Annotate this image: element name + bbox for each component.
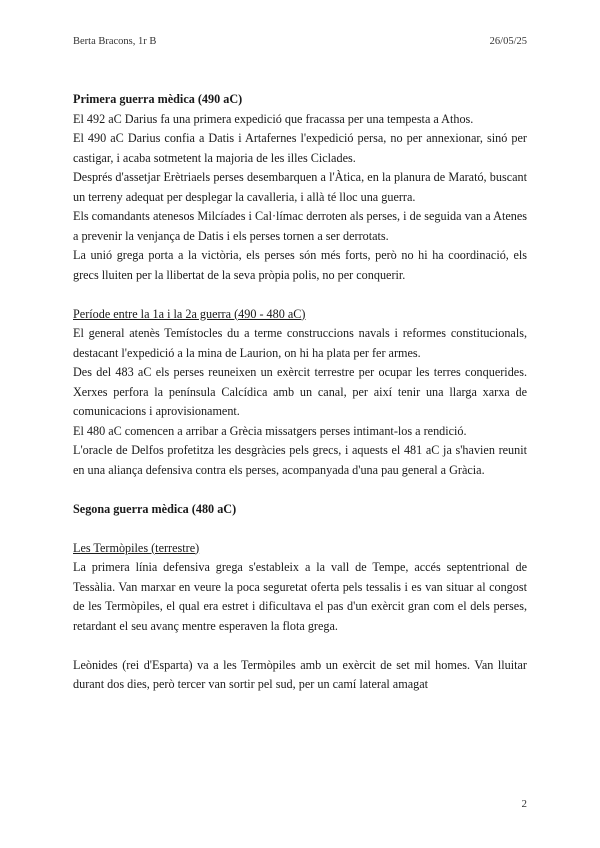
paragraph: Els comandants atenesos Milcíades i Cal·límac derroten als perses, i de seguida van a Atenes a prevenir la venjança de Datis i els perses tornen a ser derrotats. (73, 209, 527, 243)
paragraph: Després d'assetjar Erètriaels perses desembarquen a l'Àtica, en la planura de Marató, buscant un terreny adequat per desplegar la cavalleria, i allà té lloc una guerra. (73, 170, 527, 204)
document-body (73, 90, 527, 695)
paragraph: El 492 aC Darius fa una primera expedició que fracassa per una tempesta a Athos. (73, 111, 474, 126)
paragraph: L'oracle de Delfos profetitza les desgràcies pels grecs, i aquests el 481 aC ja s'havien reunit en una aliança defensiva contra els perses, acompanyada d'una pau general a Gràcia. (73, 443, 527, 477)
date-label: 26/05/25 (489, 36, 527, 47)
section-heading-interwar-period: Període entre la 1a i la 2a guerra (490 - 480 aC) (73, 306, 306, 321)
paragraph: El 480 aC comencen a arribar a Grècia missatgers perses intimant-los a rendició. (73, 423, 467, 438)
spacer (73, 519, 527, 539)
spacer (73, 285, 527, 305)
paragraph: El general atenès Temístocles du a terme construccions navals i reformes constitucionals, destacant l'expedició a la mina de Laurion, on hi ha plata per fer armes. (73, 326, 527, 360)
paragraph: El 490 aC Darius confia a Datis i Artafernes l'expedició persa, no per annexionar, sinó per castigar, i acaba sotmetent la majoria de les illes Ciclades. (73, 131, 527, 165)
spacer (73, 480, 527, 500)
paragraph: Leònides (rei d'Esparta) va a les Termòpiles amb un exèrcit de set mil homes. Van lluitar durant dos dies, però tercer van sortir pel sud, per un camí lateral amagat (73, 657, 527, 691)
page-header (73, 36, 527, 47)
author-label: Berta Bracons, 1r B (73, 36, 157, 47)
spacer (73, 636, 527, 656)
subsection-heading-thermopylae: Les Termòpiles (terrestre) (73, 540, 200, 555)
paragraph: Des del 483 aC els perses reuneixen un exèrcit terrestre per ocupar les terres conquerides. Xerxes perfora la península Calcídica amb un canal, per així tenir una llarga xarxa de comunicacions i aprovisionament. (73, 365, 527, 418)
section-heading-first-war: Primera guerra mèdica (490 aC) (73, 92, 243, 106)
paragraph: La primera línia defensiva grega s'estableix a la vall de Tempe, accés septentrional de Tessàlia. Van marxar en veure la poca seguretat oferta pels tessalis i es van situar al congost de les Termòpiles, el qual era estret i dificultava el pas d'un exèrcit gran com el dels perses, retardant el seu avanç mentre esperaven la flota grega. (73, 560, 527, 633)
paragraph: La unió grega porta a la victòria, els perses són més forts, però no hi ha coordinació, els grecs lluiten per la llibertat de la seva pròpia polis, no per conquerir. (73, 248, 527, 282)
page-number: 2 (521, 798, 527, 810)
section-heading-second-war: Segona guerra mèdica (480 aC) (73, 501, 237, 516)
